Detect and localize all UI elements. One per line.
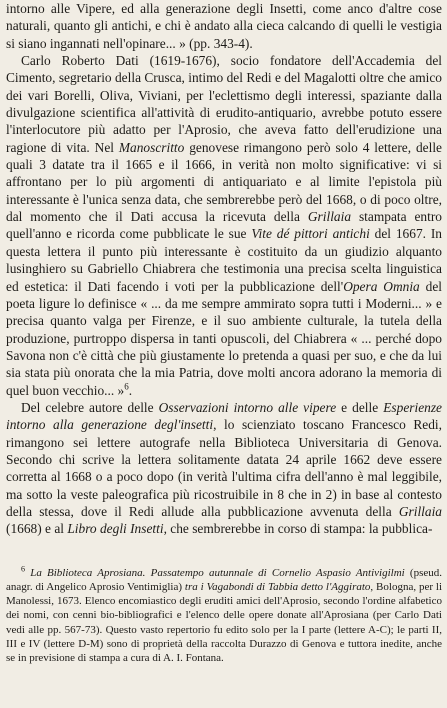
text-run: e delle (336, 399, 384, 415)
text-run: stampata entro quell'anno e ricorda come pubblicate le sue (6, 209, 442, 242)
text-run: , lo scienziato toscano Francesco Redi, rimangono sei lettere autografe nella Biblioteca Universitaria di Genova. Secondo chi scrive la lettera solitamente datata 24 aprile 1662 deve essere corretta al 1668 o a poco dopo (in verità l'ultima cifra dell'anno è mal leggibile, ma sotto la veste paleografica più ricostruibile in 8 che in 2) in base al contesto della stessa, dove il Redi allude alla pubblicazione avvenuta della (6, 417, 442, 519)
text-run: Del celebre autore delle (21, 399, 159, 415)
text-run: intorno alle Vipere, ed alla generazione degli Insetti, come anco d'altre cose naturali, quanto gli antichi, e chi è andato alla cieca calcando di quelli le vestigia si siano ingannati nell'opinare... » (pp. 343-4). (6, 1, 442, 51)
paragraph (6, 399, 442, 538)
italic-text: Manoscritto (118, 139, 185, 155)
text-run: . (128, 382, 133, 398)
text-run: , Bologna, per li Manolessi, 1673. Elenco encomiastico degli eruditi amici dell'Aprosio, secondo l'ordine alfabetico dei nomi, con cenni bio-bibliografici e l'elenco delle opere donate all'Aprosiana (per Carlo Dati vedi alle pp. 567-73). Questo vasto repertorio fu edito solo per la I parte (lettere A-C); le parti II, III e IV (lettere D-M) sono di proprietà della raccolta Durazzo di Genova e tuttora inedite, anche se in previsione di stampa a cura di A. I. Fontana. (6, 581, 443, 664)
text-run: , che sembrerebbe in corso di stampa: la pubblica- (163, 521, 433, 537)
paragraph (6, 0, 442, 52)
italic-text: Grillaia (398, 503, 442, 519)
footnote-number: 6 (21, 564, 25, 574)
text-run: (pseud. anagr. di Angelico Aprosio Ventimiglia) (6, 567, 443, 594)
text-run: del poeta ligure lo definisce « ... da me sempre ammirato sopra tutti i Moderni... » e precisa quanto valga per Firenze, e il suo ambiente culturale, la tutela della produzione, purtroppo dispersa in tanti opuscoli, del Chiabrera « ... perché dopo Savona non c'è città che più giustamente lo pretenda a quasi per suo, e che da lui sia stata più onorata che la mia Patria, dove molti ancora adorano la memoria di quel buon vecchio... » (6, 278, 442, 398)
footnote-text (6, 567, 442, 664)
text-run: del 1667. In questa lettera il punto più interessante è costituito da un giudizio alquanto lusinghiero su Gabriello Chiabrera che testimonia una precisa scelta linguistica ed estetica: il Dati facendo i voti per la pubblicazione dell' (6, 226, 443, 294)
italic-text: Vite dé pittori antichi (251, 226, 370, 242)
paragraph (6, 52, 442, 399)
text-run: Carlo Roberto Dati (1619-1676), socio fondatore dell'Accademia del Cimento, segretario della Crusca, intimo del Redi e del Magalotti oltre che amico dei vari Borelli, Oliva, Viviani, per l'eclettismo degli interessi, spaziante dalla divulgazione scientifica all'attività di erudito-antiquario, avrebbe potuto essere l'interlocutore più adatto per l'Aprosio, che aveva fatto dell'erudizione una ragione di vita. Nel (6, 53, 442, 155)
italic-text: Libro degli Insetti (67, 521, 164, 537)
italic-text: Esperienze intorno alla generazione degl'insetti (6, 399, 442, 433)
italic-text: Opera Omnia (343, 278, 420, 294)
text-run: (1668) e al (6, 521, 68, 537)
main-text (6, 0, 442, 538)
text-run: genovese rimangono però solo 4 lettere, delle quali 3 datate tra il 1665 e il 1666, in verità non molto significative: vi si affrontano per lo più argomenti di antiquariato e al limite l'epistola più interessante è l'unica senza data, che sembrerebbe però del 1668, o di poco oltre, dal momento che il Dati accusa la ricevuta della (6, 139, 442, 225)
italic-text: Grillaia (307, 209, 352, 225)
italic-text: tra i Vagabondi di Tabbia detto l'Aggirato (184, 581, 371, 594)
footnote-block (6, 566, 442, 665)
italic-text: La Biblioteca Aprosiana. Passatempo autunnale di Cornelio Aspasio Antivigilmi (30, 567, 405, 579)
footnote-ref: 6 (124, 381, 129, 392)
footnote-6 (6, 566, 442, 665)
italic-text: Osservazioni intorno alle vipere (158, 399, 337, 415)
